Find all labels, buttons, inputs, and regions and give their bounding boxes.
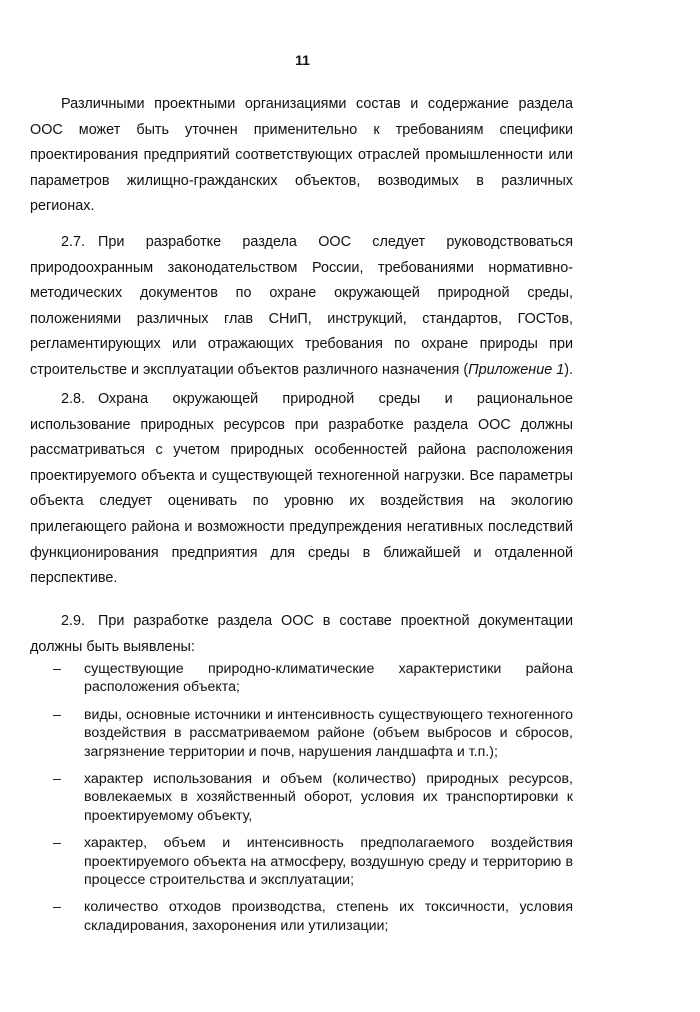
paragraph-2-8-text: Охрана окружающей природной среды и рациональное использование природных ресурсов при разработке раздела ООС должны рассматриваться с учетом природных особенностей района расположения проектируемого объекта и существующей техногенной нагрузки. Все параметры объекта следует оценивать по уровню их воздействия на экологию прилегающего района и возможности предупреждения негативных последствий функционирования предприятия для среды в ближайшей и отдаленной перспективе.	[30, 391, 573, 587]
list-dash: –	[53, 661, 61, 677]
list-dash: –	[53, 835, 61, 852]
appendix-reference: Приложение 1	[468, 361, 565, 378]
list-item-text: количество отходов производства, степень их токсичности, условия складирования, захоронения или утилизации;	[84, 899, 573, 934]
paragraph-2-7-end: ).	[564, 361, 574, 378]
section-number: 2.7.	[61, 234, 86, 250]
page-number: 11	[295, 52, 310, 68]
paragraph-intro	[30, 92, 573, 220]
list-dash: –	[53, 771, 61, 788]
list-item-text: характер, объем и интенсивность предполагаемого воздействия проектируемого объекта на атмосферу, воздушную среду и территорию в процессе строительства и эксплуатации;	[84, 835, 573, 889]
requirements-list	[53, 660, 573, 944]
paragraph-2-9	[30, 609, 573, 660]
section-number: 2.9.	[61, 613, 86, 629]
list-item	[53, 770, 573, 825]
list-item-text: существующие природно-климатические характеристики района расположения объекта;	[84, 661, 573, 696]
list-item	[53, 834, 573, 889]
paragraph-intro-text: Различными проектными организациями состав и содержание раздела ООС может быть уточнен применительно к требованиям специфики проектирования предприятий соответствующих отраслей промышленности или параметров жилищно-гражданских объектов, возводимых в различных регионах.	[30, 96, 573, 215]
list-dash: –	[53, 706, 61, 723]
list-item	[53, 898, 573, 935]
paragraph-2-7-text: При разработке раздела ООС следует руководствоваться природоохранным законодательством России, требованиями нормативно-методических документов по охране окружающей природной среды, положениями различных глав СНиП, инструкций, стандартов, ГОСТов, регламентирующих или отражающих требования по охране природы при строительстве и эксплуатации объектов различного назначения (	[30, 234, 573, 378]
list-item	[53, 660, 573, 697]
paragraph-2-8	[30, 387, 573, 592]
paragraph-2-9-text: При разработке раздела ООС в составе проектной документации должны быть выявлены:	[30, 613, 573, 655]
section-number: 2.8.	[61, 391, 86, 407]
list-item-text: характер использования и объем (количество) природных ресурсов, вовлекаемых в хозяйственный оборот, условия их транспортировки к проектируемому объекту,	[84, 771, 573, 824]
list-dash: –	[53, 899, 61, 916]
list-item	[53, 706, 573, 761]
paragraph-2-7	[30, 230, 573, 384]
list-item-text: виды, основные источники и интенсивность существующего техногенного воздействия в рассматриваемом районе (объем выбросов и сбросов, загрязнение территории и почв, нарушения ландшафта и т.п.);	[84, 706, 573, 760]
